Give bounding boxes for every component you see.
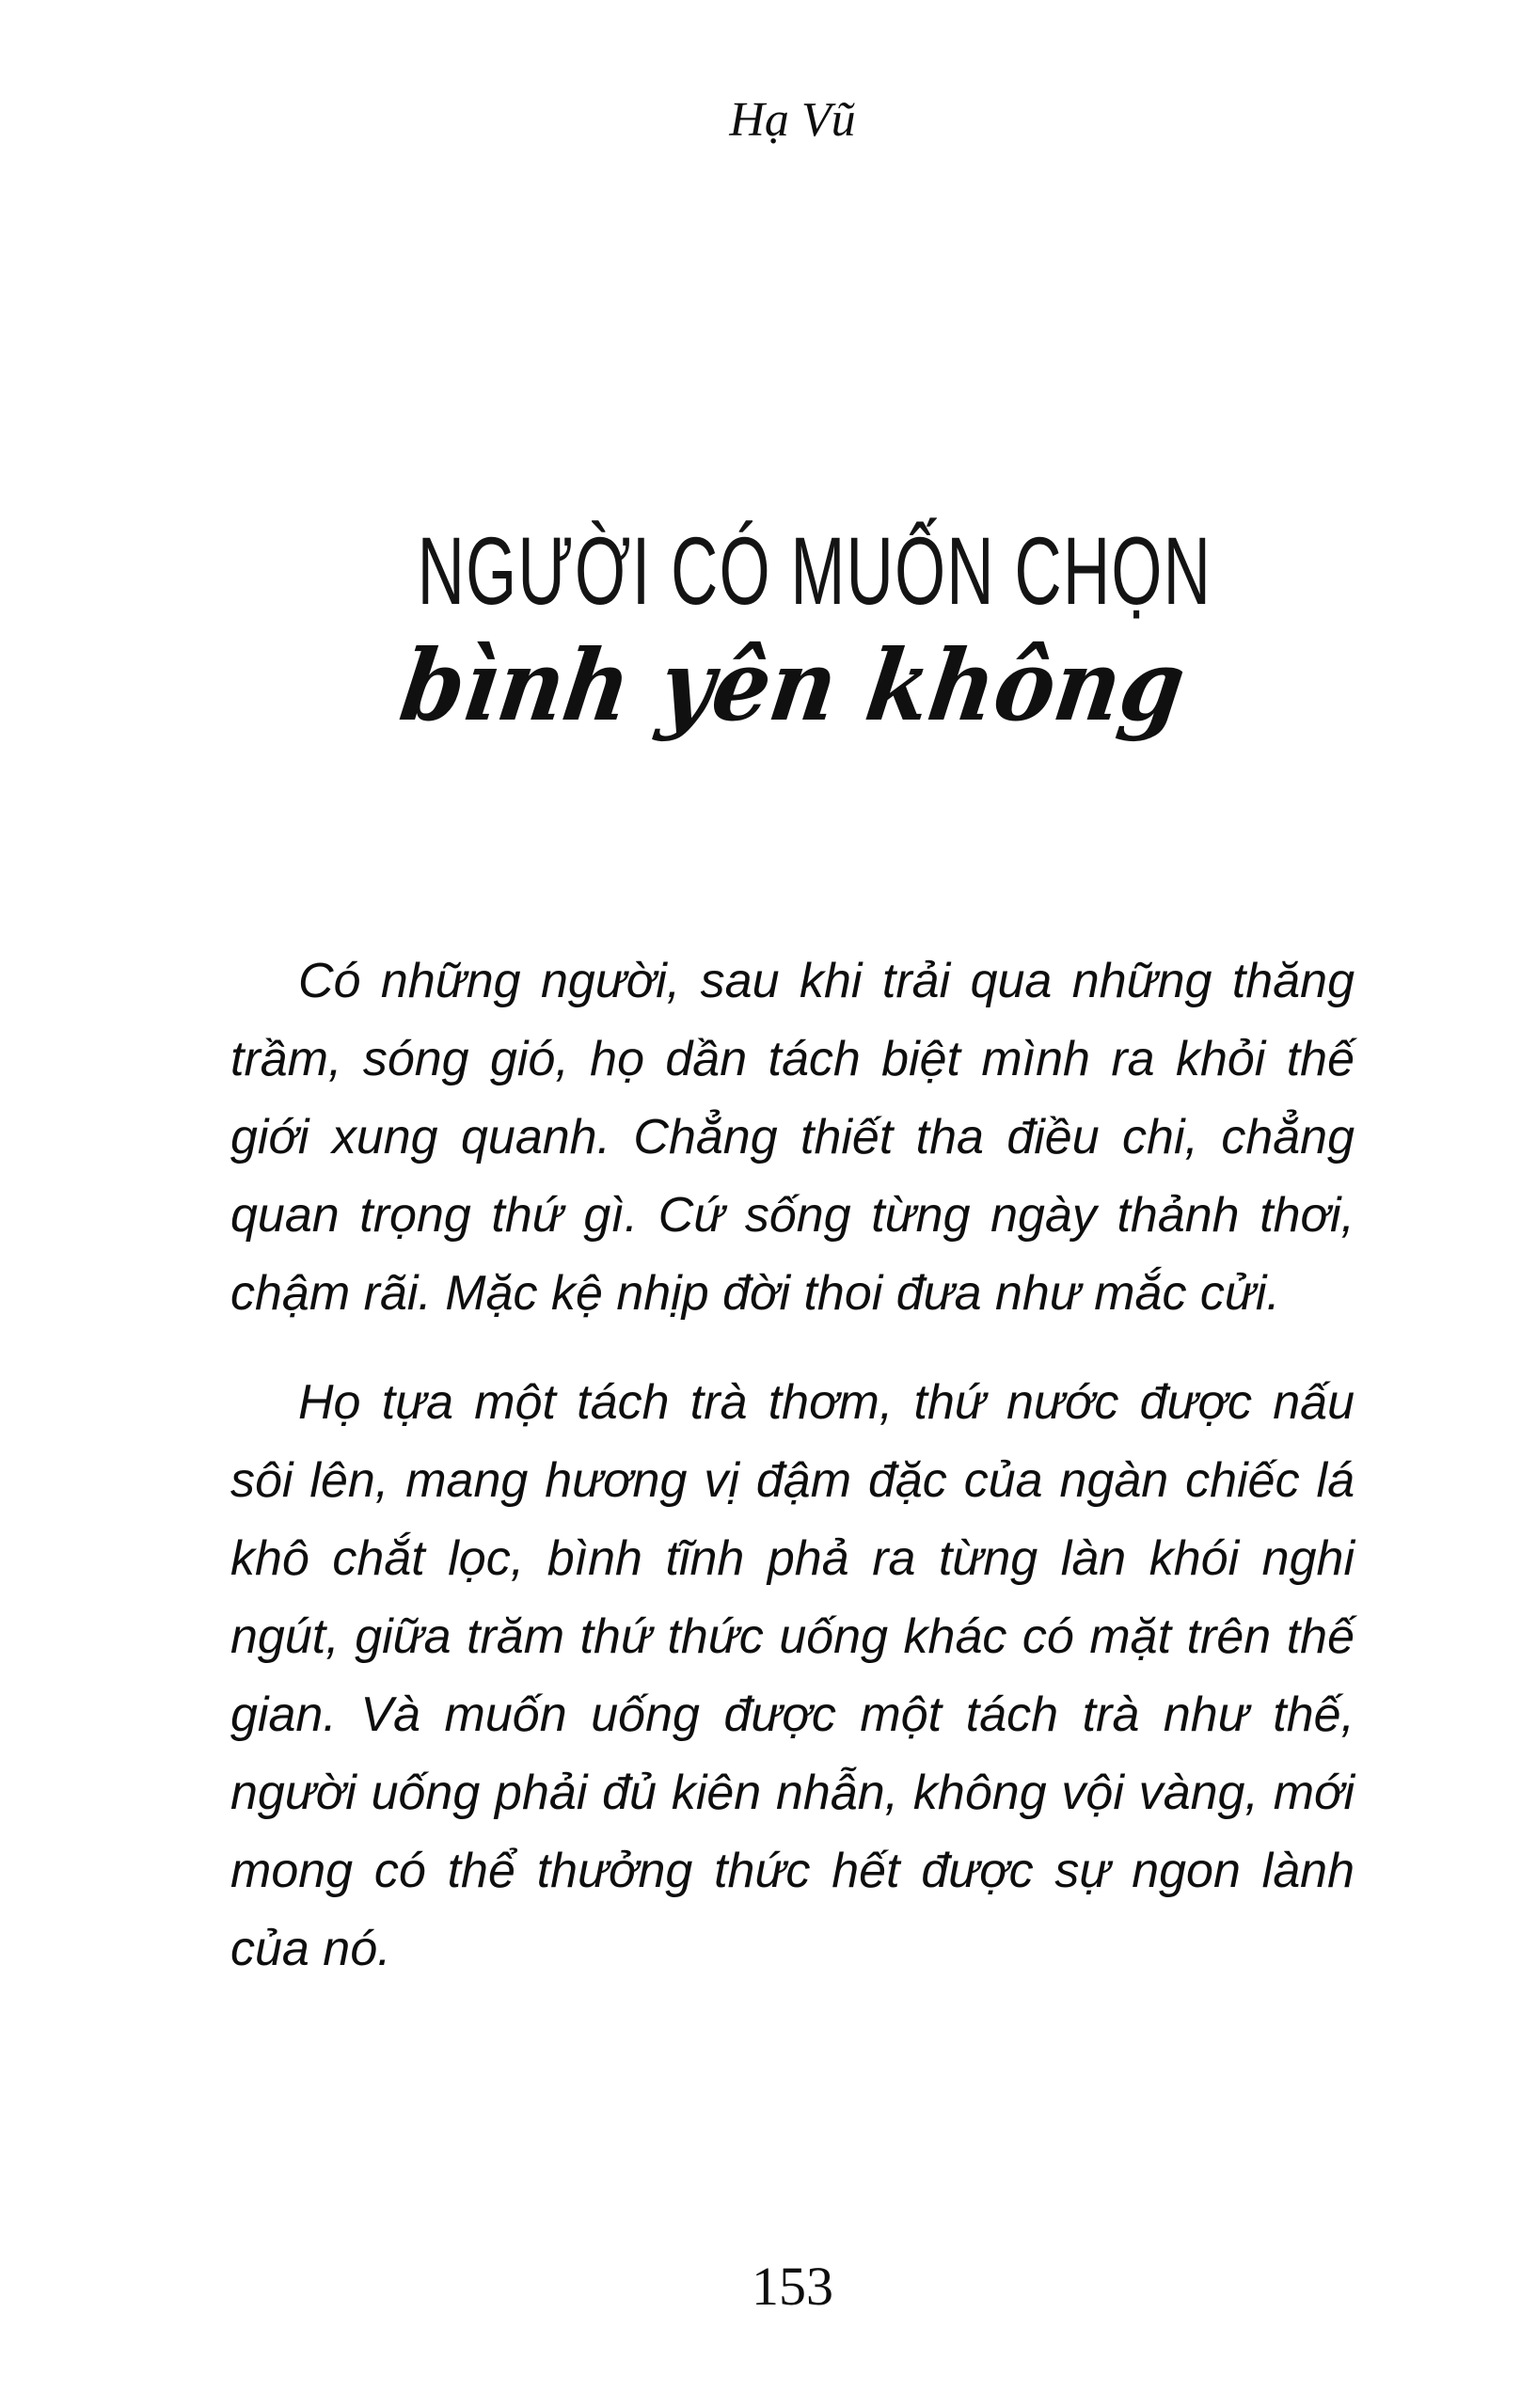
chapter-subtitle (230, 606, 1355, 766)
paragraph-2: Họ tựa một tách trà thơm, thứ nước được nấu sôi lên, mang hương vị đậm đặc của ngàn chiếc lá khô chắt lọc, bình tĩnh phả ra từng làn khói nghi ngút, giữa trăm thứ thức uống khác có mặt trên thế gian. Và muốn uống được một tách trà như thế, người uống phải đủ kiên nhẫn, không vội vàng, mới mong có thể thưởng thức hết được sự ngon lành của nó. (230, 1375, 1355, 1976)
running-header-author: Hạ Vũ (729, 93, 856, 147)
paragraph-1: Có những người, sau khi trải qua những thăng trầm, sóng gió, họ dần tách biệt mình ra khỏi thế giới xung quanh. Chẳng thiết tha điều chi, chẳng quan trọng thứ gì. Cứ sống từng ngày thảnh thơi, chậm rãi. Mặc kệ nhịp đời thoi đưa như mắc cửi. (230, 954, 1355, 1321)
body-text (230, 943, 1355, 1988)
chapter-subtitle-script: bình yên không (393, 627, 1192, 743)
page-number: 153 (752, 2256, 833, 2317)
chapter-title-caps: NGƯỜI CÓ MUỐN CHỌN (417, 517, 1212, 625)
